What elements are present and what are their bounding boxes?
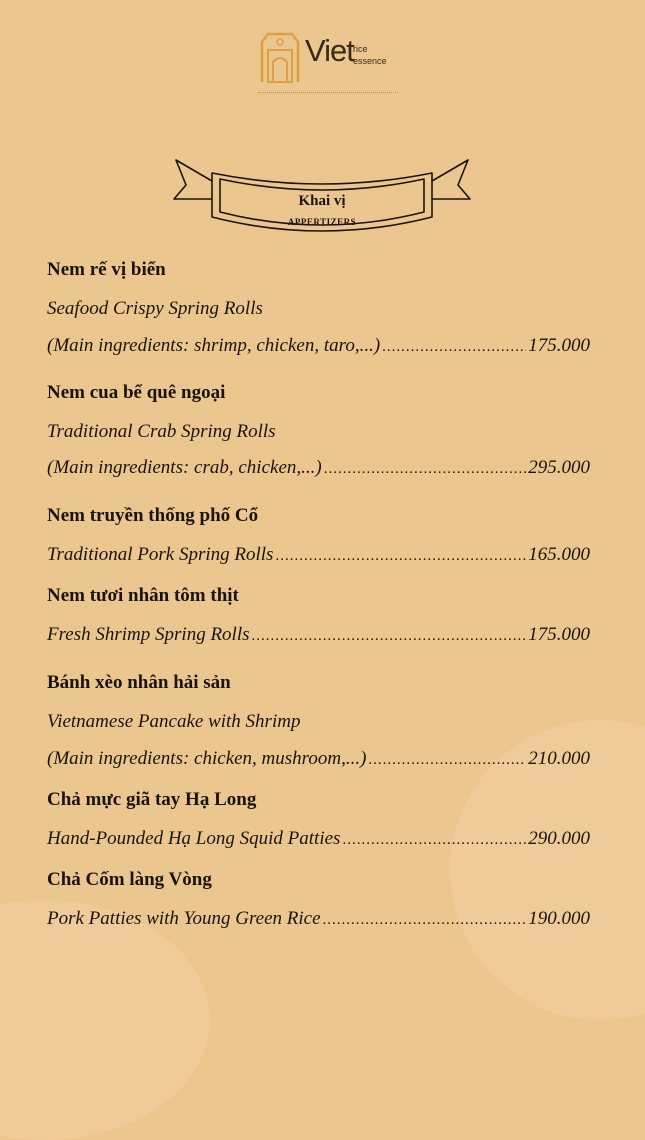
logo-name: Viet bbox=[305, 33, 354, 68]
item-name-en: Vietnamese Pancake with Shrimp bbox=[47, 711, 301, 732]
item-price: 175.000 bbox=[528, 335, 590, 356]
item-name-en: Seafood Crispy Spring Rolls bbox=[47, 298, 263, 319]
item-price: 210.000 bbox=[528, 748, 590, 769]
item-name-vn: Bánh xèo nhân hải sản bbox=[47, 672, 231, 693]
item-name-en: Hand-Pounded Hạ Long Squid Patties bbox=[47, 828, 341, 849]
item-name-vn: Chả mực giã tay Hạ Long bbox=[47, 789, 257, 810]
item-name-en: Traditional Pork Spring Rolls bbox=[47, 544, 274, 565]
item-price-row bbox=[47, 335, 590, 358]
logo-subtext: essence bbox=[353, 56, 387, 66]
item-name-vn: Nem truyền thống phố Cổ bbox=[47, 505, 259, 526]
dot-leader bbox=[382, 336, 526, 358]
item-price-row bbox=[47, 828, 590, 851]
temple-gate-icon bbox=[258, 28, 302, 84]
dot-leader bbox=[323, 909, 527, 931]
item-price: 165.000 bbox=[528, 544, 590, 565]
background-decoration bbox=[0, 900, 210, 1140]
logo-subtext: rice bbox=[353, 44, 368, 54]
item-price: 190.000 bbox=[528, 908, 590, 929]
dot-leader bbox=[368, 749, 526, 771]
dot-leader bbox=[324, 458, 527, 480]
item-price-row bbox=[47, 457, 590, 480]
item-name-en: Pork Patties with Young Green Rice bbox=[47, 908, 321, 929]
item-price-row bbox=[47, 748, 590, 771]
item-detail: (Main ingredients: crab, chicken,...) bbox=[47, 457, 322, 478]
item-name-en: Fresh Shrimp Spring Rolls bbox=[47, 624, 250, 645]
item-name-vn: Nem tươi nhân tôm thịt bbox=[47, 585, 239, 606]
section-title: Khai vị bbox=[298, 193, 346, 209]
section-banner bbox=[172, 155, 472, 245]
item-price: 295.000 bbox=[528, 457, 590, 478]
section-subtitle: APPERTIZERS bbox=[287, 217, 357, 227]
logo bbox=[258, 28, 398, 98]
item-name-vn: Chả Cốm làng Vòng bbox=[47, 869, 212, 890]
item-name-vn: Nem cua bể quê ngoại bbox=[47, 382, 226, 403]
divider bbox=[258, 92, 398, 93]
item-name-en: Traditional Crab Spring Rolls bbox=[47, 421, 276, 442]
item-price: 175.000 bbox=[528, 624, 590, 645]
dot-leader bbox=[275, 545, 526, 567]
dot-leader bbox=[252, 625, 527, 647]
item-detail: (Main ingredients: shrimp, chicken, taro,...) bbox=[47, 335, 381, 356]
item-price-row bbox=[47, 908, 590, 931]
item-price: 290.000 bbox=[528, 828, 590, 849]
item-detail: (Main ingredients: chicken, mushroom,...) bbox=[47, 748, 367, 769]
item-price-row bbox=[47, 624, 590, 647]
item-name-vn: Nem rế vị biển bbox=[47, 259, 166, 280]
item-price-row bbox=[47, 544, 590, 567]
dot-leader bbox=[342, 829, 526, 851]
